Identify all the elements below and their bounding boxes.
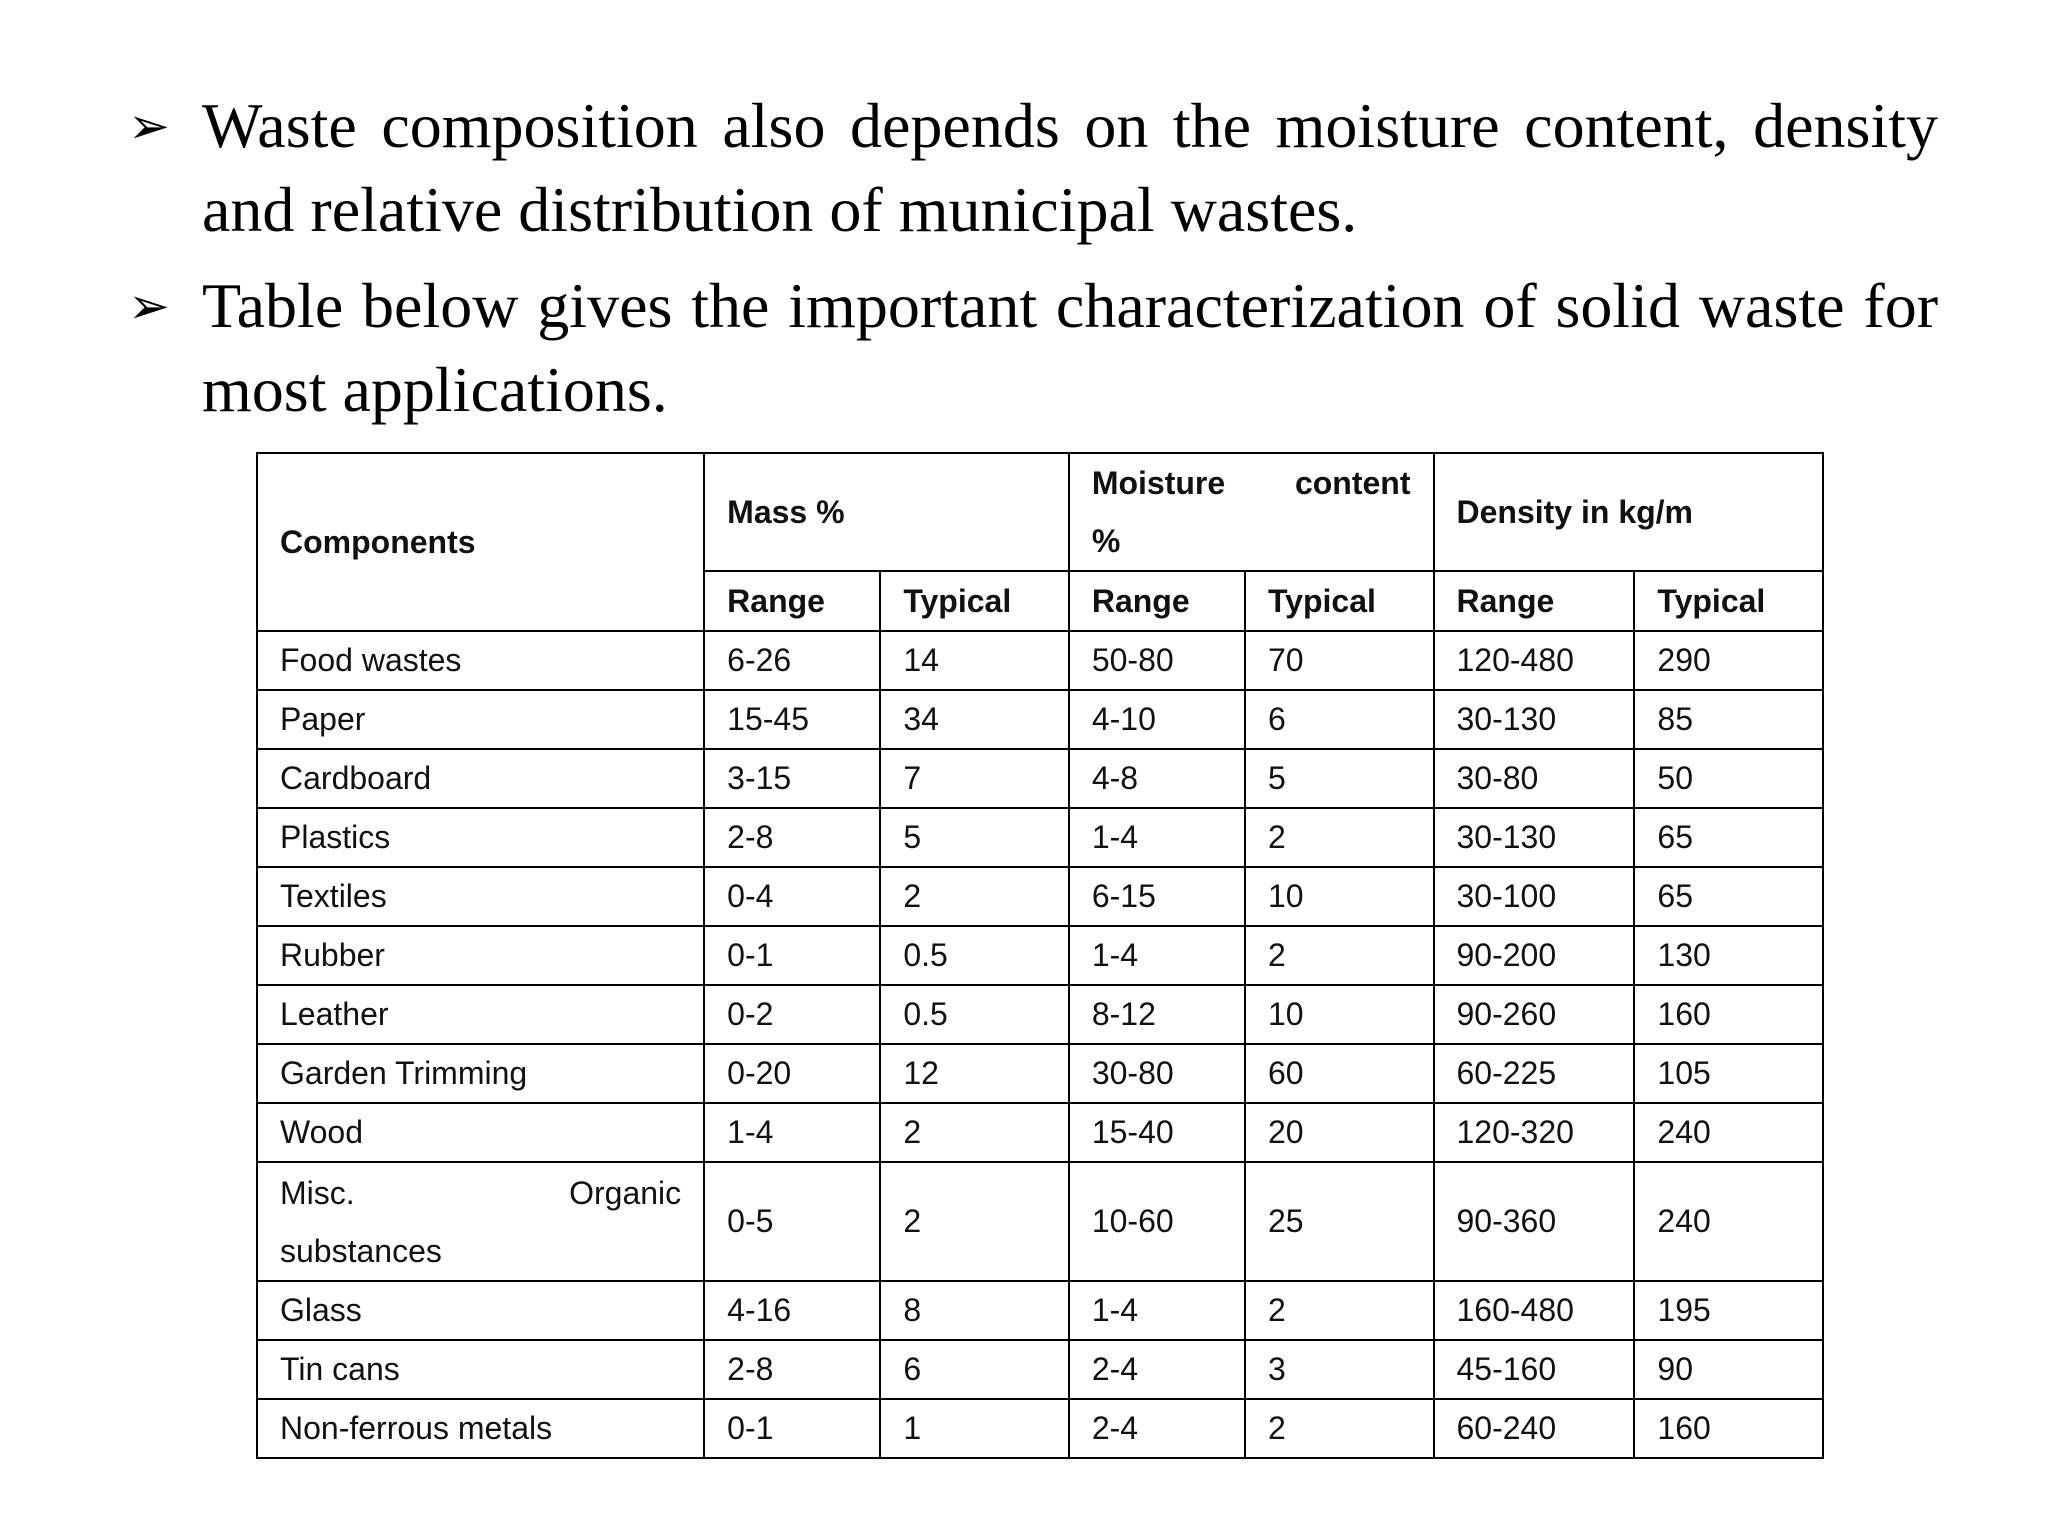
cell-mass-typical: 34 [880, 690, 1069, 749]
cell-moisture-range: 30-80 [1069, 1044, 1245, 1103]
cell-moisture-range: 1-4 [1069, 1281, 1245, 1340]
header-mass-typical: Typical [880, 571, 1069, 631]
cell-density-typical: 240 [1634, 1103, 1823, 1162]
table-row [257, 1162, 1823, 1281]
cell-mass-typical: 1 [880, 1399, 1069, 1458]
cell-mass-range: 0-20 [704, 1044, 880, 1103]
cell-density-range: 90-360 [1434, 1162, 1635, 1281]
cell-moisture-range: 1-4 [1069, 926, 1245, 985]
cell-moisture-range: 10-60 [1069, 1162, 1245, 1281]
cell-component-word: Misc. [280, 1174, 355, 1211]
cell-mass-range: 0-1 [704, 926, 880, 985]
cell-moisture-range: 2-4 [1069, 1340, 1245, 1399]
cell-mass-range: 6-26 [704, 631, 880, 690]
header-mass: Mass % [704, 453, 1069, 571]
table-row [257, 985, 1823, 1044]
table-row [257, 1340, 1823, 1399]
cell-density-range: 60-225 [1434, 1044, 1635, 1103]
cell-density-typical: 85 [1634, 690, 1823, 749]
cell-mass-range: 0-1 [704, 1399, 880, 1458]
bullet-item [128, 264, 1938, 432]
cell-component: Non-ferrous metals [257, 1399, 704, 1458]
arrow-bullet-icon: ➢ [128, 277, 170, 335]
cell-mass-typical: 7 [880, 749, 1069, 808]
arrow-bullet-icon: ➢ [128, 97, 170, 155]
cell-mass-typical: 14 [880, 631, 1069, 690]
cell-mass-range: 15-45 [704, 690, 880, 749]
cell-component: Tin cans [257, 1340, 704, 1399]
cell-moisture-typical: 6 [1245, 690, 1434, 749]
cell-mass-typical: 6 [880, 1340, 1069, 1399]
cell-component: Leather [257, 985, 704, 1044]
header-density-typical: Typical [1634, 571, 1823, 631]
cell-component: Plastics [257, 808, 704, 867]
cell-density-range: 45-160 [1434, 1340, 1635, 1399]
cell-density-typical: 160 [1634, 1399, 1823, 1458]
cell-component: Food wastes [257, 631, 704, 690]
table-row [257, 631, 1823, 690]
cell-density-typical: 240 [1634, 1162, 1823, 1281]
bullet-list [128, 84, 1938, 444]
cell-moisture-range: 8-12 [1069, 985, 1245, 1044]
cell-moisture-typical: 2 [1245, 926, 1434, 985]
header-density-range: Range [1434, 571, 1635, 631]
header-density: Density in kg/m [1434, 453, 1824, 571]
table-row [257, 808, 1823, 867]
cell-density-range: 30-130 [1434, 808, 1635, 867]
cell-density-range: 30-80 [1434, 749, 1635, 808]
cell-moisture-typical: 10 [1245, 867, 1434, 926]
cell-mass-typical: 2 [880, 1162, 1069, 1281]
cell-moisture-typical: 2 [1245, 1399, 1434, 1458]
header-mass-range: Range [704, 571, 880, 631]
cell-component: Cardboard [257, 749, 704, 808]
table-row [257, 1044, 1823, 1103]
cell-moisture-typical: 10 [1245, 985, 1434, 1044]
cell-density-typical: 90 [1634, 1340, 1823, 1399]
cell-mass-typical: 2 [880, 1103, 1069, 1162]
cell-moisture-typical: 60 [1245, 1044, 1434, 1103]
cell-mass-range: 2-8 [704, 808, 880, 867]
cell-density-range: 60-240 [1434, 1399, 1635, 1458]
cell-density-typical: 65 [1634, 867, 1823, 926]
cell-component: Textiles [257, 867, 704, 926]
header-moisture [1069, 453, 1434, 571]
bullet-item [128, 84, 1938, 252]
cell-density-typical: 290 [1634, 631, 1823, 690]
header-content-word: content [1294, 465, 1411, 501]
cell-moisture-typical: 2 [1245, 808, 1434, 867]
cell-density-range: 90-200 [1434, 926, 1635, 985]
cell-component: Rubber [257, 926, 704, 985]
cell-component: Glass [257, 1281, 704, 1340]
cell-moisture-range: 6-15 [1069, 867, 1245, 926]
cell-mass-range: 3-15 [704, 749, 880, 808]
cell-mass-range: 4-16 [704, 1281, 880, 1340]
cell-mass-typical: 5 [880, 808, 1069, 867]
cell-mass-range: 2-8 [704, 1340, 880, 1399]
cell-density-range: 120-320 [1434, 1103, 1635, 1162]
table-row [257, 926, 1823, 985]
cell-mass-range: 0-4 [704, 867, 880, 926]
cell-component: Garden Trimming [257, 1044, 704, 1103]
table-row [257, 867, 1823, 926]
cell-moisture-typical: 2 [1245, 1281, 1434, 1340]
cell-moisture-range: 1-4 [1069, 808, 1245, 867]
header-moisture-range: Range [1069, 571, 1245, 631]
cell-moisture-typical: 5 [1245, 749, 1434, 808]
cell-moisture-range: 15-40 [1069, 1103, 1245, 1162]
header-components: Components [257, 453, 704, 631]
cell-component-word: Organic [569, 1174, 682, 1211]
cell-mass-typical: 8 [880, 1281, 1069, 1340]
waste-characterization-table [256, 452, 1824, 1459]
cell-density-range: 30-100 [1434, 867, 1635, 926]
cell-moisture-range: 4-8 [1069, 749, 1245, 808]
cell-density-range: 160-480 [1434, 1281, 1635, 1340]
table-row [257, 749, 1823, 808]
cell-mass-range: 0-2 [704, 985, 880, 1044]
header-moisture-word: Moisture [1091, 465, 1226, 501]
cell-mass-typical: 0.5 [880, 985, 1069, 1044]
cell-component: Wood [257, 1103, 704, 1162]
cell-density-typical: 130 [1634, 926, 1823, 985]
bullet-text: Waste composition also depends on the moisture content, density and relative distribution of municipal wastes. [202, 90, 1938, 245]
header-moisture-typical: Typical [1245, 571, 1434, 631]
cell-mass-range: 0-5 [704, 1162, 880, 1281]
bullet-text: Table below gives the important characterization of solid waste for most applications. [202, 270, 1938, 425]
cell-mass-range: 1-4 [704, 1103, 880, 1162]
cell-density-typical: 160 [1634, 985, 1823, 1044]
cell-mass-typical: 2 [880, 867, 1069, 926]
cell-density-typical: 65 [1634, 808, 1823, 867]
table-row [257, 690, 1823, 749]
table-row [257, 1103, 1823, 1162]
cell-moisture-typical: 25 [1245, 1162, 1434, 1281]
cell-mass-typical: 0.5 [880, 926, 1069, 985]
cell-density-typical: 50 [1634, 749, 1823, 808]
cell-moisture-range: 50-80 [1069, 631, 1245, 690]
cell-moisture-typical: 70 [1245, 631, 1434, 690]
cell-component-word: substances [280, 1232, 442, 1269]
cell-moisture-typical: 20 [1245, 1103, 1434, 1162]
cell-moisture-range: 2-4 [1069, 1399, 1245, 1458]
cell-moisture-range: 4-10 [1069, 690, 1245, 749]
cell-mass-typical: 12 [880, 1044, 1069, 1103]
header-moisture-unit: % [1091, 523, 1121, 559]
cell-component [257, 1162, 704, 1281]
cell-density-range: 90-260 [1434, 985, 1635, 1044]
cell-density-range: 30-130 [1434, 690, 1635, 749]
cell-density-range: 120-480 [1434, 631, 1635, 690]
cell-moisture-typical: 3 [1245, 1340, 1434, 1399]
cell-density-typical: 195 [1634, 1281, 1823, 1340]
table-row [257, 1281, 1823, 1340]
cell-component: Paper [257, 690, 704, 749]
cell-density-typical: 105 [1634, 1044, 1823, 1103]
table-row [257, 1399, 1823, 1458]
